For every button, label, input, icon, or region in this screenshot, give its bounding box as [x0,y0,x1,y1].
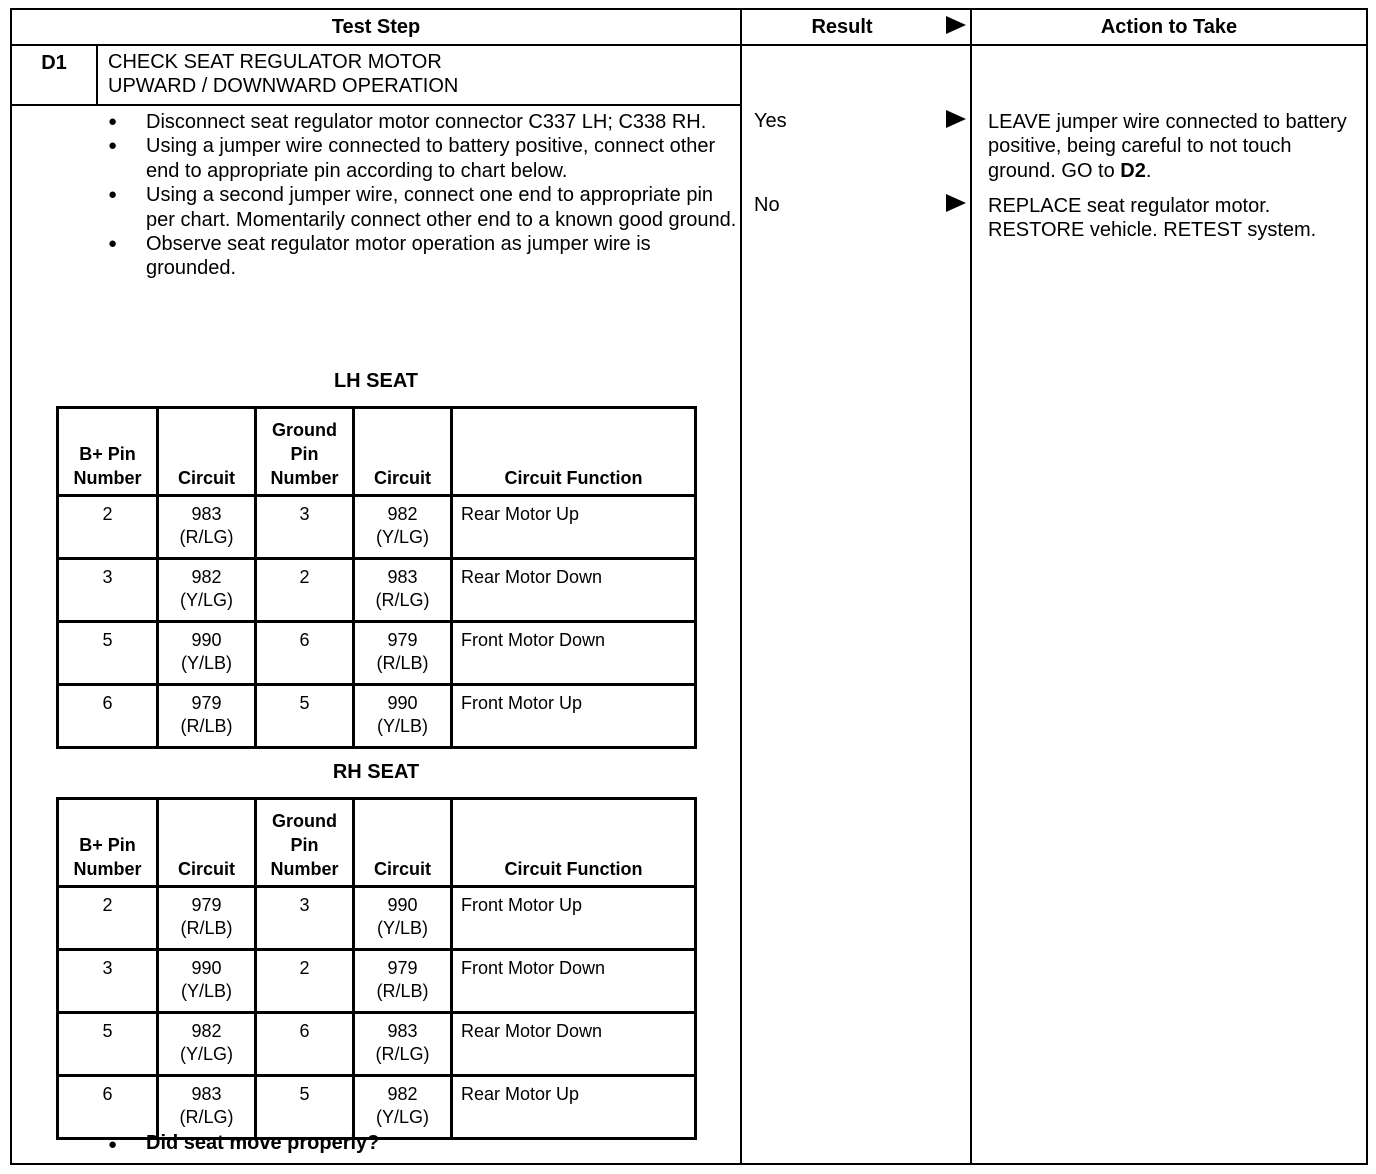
final-question-text: Did seat move properly? [146,1132,380,1154]
circuit-cell: 983 (R/LG) [354,559,452,622]
circuit-function-cell: Front Motor Down [452,622,696,685]
circuit-cell: 990 (Y/LB) [158,950,256,1013]
circuit-cell: 982 (Y/LG) [158,559,256,622]
right-triangle-arrow-icon [946,110,966,128]
circuit-cell: 979 (R/LB) [158,887,256,950]
circuit-cell: 990 (Y/LB) [354,887,452,950]
bullet-icon: ● [108,1136,118,1153]
header-test-step: Test Step [331,16,421,38]
divider-action-column [970,10,972,1163]
table-row [58,685,696,748]
lh-seat-title: LH SEAT [333,370,419,392]
col-circuit-2: Circuit [354,799,452,887]
action-yes: LEAVE jumper wire connected to battery positive, being careful to not touch ground. GO to D2. [988,111,1347,182]
circuit-function-cell: Rear Motor Up [452,1076,696,1139]
circuit-cell: 990 (Y/LB) [354,685,452,748]
circuit-cell: 979 (R/LB) [354,950,452,1013]
col-ground-pin: Ground Pin Number [256,799,354,887]
col-bplus-pin: B+ Pin Number [58,799,158,887]
result-no: No [754,194,780,216]
circuit-cell: 983 (R/LG) [158,496,256,559]
instruction-list [102,110,742,281]
circuit-cell: 990 (Y/LB) [158,622,256,685]
step-title-line2: UPWARD / DOWNWARD OPERATION [108,75,459,97]
bplus-pin-cell: 2 [58,496,158,559]
col-circuit: Circuit [158,408,256,496]
step-id-divider [96,44,98,104]
table-row [58,559,696,622]
circuit-function-cell: Front Motor Up [452,887,696,950]
step-id: D1 [41,52,67,74]
col-ground-pin: Ground Pin Number [256,408,354,496]
circuit-cell: 979 (R/LB) [354,622,452,685]
right-triangle-arrow-icon [946,16,966,34]
right-triangle-arrow-icon [946,194,966,212]
table-header-row [58,799,696,887]
instruction-item: ● Using a second jumper wire, connect one end to appropriate pin per chart. Momentarily connect other end to a known good ground. [102,183,742,232]
ground-pin-cell: 6 [256,1013,354,1076]
ground-pin-cell: 3 [256,496,354,559]
instruction-item: ● Using a jumper wire connected to battery positive, connect other end to appropriate pin according to chart below. [102,134,742,183]
ground-pin-cell: 3 [256,887,354,950]
circuit-cell: 983 (R/LG) [354,1013,452,1076]
circuit-cell: 982 (Y/LG) [158,1013,256,1076]
bplus-pin-cell: 3 [58,559,158,622]
bplus-pin-cell: 5 [58,622,158,685]
ground-pin-cell: 5 [256,685,354,748]
circuit-cell: 982 (Y/LG) [354,496,452,559]
bplus-pin-cell: 6 [58,685,158,748]
table-row [58,1013,696,1076]
table-row [58,950,696,1013]
bplus-pin-cell: 2 [58,887,158,950]
col-circuit-function: Circuit Function [452,408,696,496]
ground-pin-cell: 6 [256,622,354,685]
test-step-table-frame [10,8,1368,1165]
header-divider [12,44,1366,46]
step-title [108,50,458,98]
step-title-divider [12,104,740,106]
col-circuit: Circuit [158,799,256,887]
circuit-cell: 983 (R/LG) [158,1076,256,1139]
table-row [58,622,696,685]
rh-seat-table [56,797,697,1140]
header-result: Result [811,16,873,38]
bplus-pin-cell: 5 [58,1013,158,1076]
circuit-cell: 979 (R/LB) [158,685,256,748]
circuit-function-cell: Rear Motor Down [452,559,696,622]
circuit-cell: 982 (Y/LG) [354,1076,452,1139]
ground-pin-cell: 5 [256,1076,354,1139]
ground-pin-cell: 2 [256,559,354,622]
table-row [58,1076,696,1139]
bplus-pin-cell: 3 [58,950,158,1013]
ground-pin-cell: 2 [256,950,354,1013]
circuit-function-cell: Front Motor Up [452,685,696,748]
final-question [102,1132,379,1155]
table-row [58,496,696,559]
table-row [58,887,696,950]
instruction-item: ● Disconnect seat regulator motor connector C337 LH; C338 RH. [102,110,742,134]
table-header-row [58,408,696,496]
step-title-line1: CHECK SEAT REGULATOR MOTOR [108,51,442,73]
circuit-function-cell: Rear Motor Up [452,496,696,559]
rh-seat-title: RH SEAT [332,761,420,783]
result-yes: Yes [754,110,787,132]
col-circuit-function: Circuit Function [452,799,696,887]
lh-seat-table [56,406,697,749]
instruction-item: ● Observe seat regulator motor operation as jumper wire is grounded. [102,232,742,281]
action-no: REPLACE seat regulator motor. RESTORE vehicle. RETEST system. [988,195,1317,242]
bplus-pin-cell: 6 [58,1076,158,1139]
header-action: Action to Take [1100,16,1238,38]
col-bplus-pin: B+ Pin Number [58,408,158,496]
col-circuit-2: Circuit [354,408,452,496]
circuit-function-cell: Front Motor Down [452,950,696,1013]
circuit-function-cell: Rear Motor Down [452,1013,696,1076]
